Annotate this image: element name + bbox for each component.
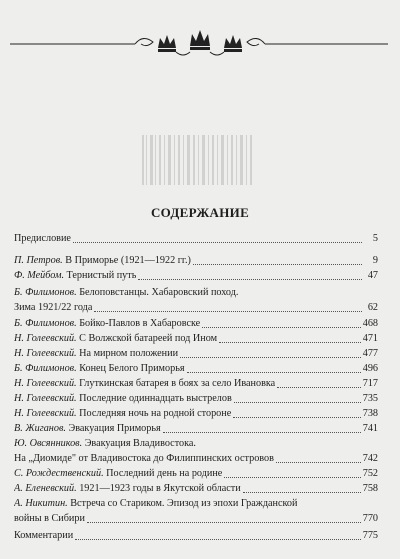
toc-title: Последняя ночь на родной стороне xyxy=(76,408,232,419)
toc-author: Б. Филимонов. xyxy=(14,363,77,374)
leader-dots xyxy=(75,538,361,540)
leader-dots xyxy=(234,401,361,403)
toc-author: А. Еленевский. xyxy=(14,483,77,494)
toc-page-number: 742 xyxy=(362,453,378,464)
toc-entry xyxy=(14,318,378,330)
toc-title: Последний день на родине xyxy=(103,468,223,479)
toc-title: Тернистый путь xyxy=(64,270,137,281)
toc-author: С. Рождественский. xyxy=(14,468,104,479)
leader-dots xyxy=(73,241,362,243)
toc-title: войны в Сибири xyxy=(14,513,85,524)
leader-dots xyxy=(276,461,361,463)
toc-page-number: 741 xyxy=(362,423,378,434)
toc-entry xyxy=(14,423,378,435)
toc-title: Эвакуация Приморья xyxy=(65,423,161,434)
toc-page-number: 468 xyxy=(362,318,378,329)
leader-dots xyxy=(94,310,362,312)
leader-dots xyxy=(219,341,361,343)
toc-author: Н. Голеевский. xyxy=(14,378,77,389)
crown-icon xyxy=(190,30,210,50)
toc-entry xyxy=(14,530,378,542)
toc-title: Предисловие xyxy=(14,233,71,244)
toc-title: Зима 1921/22 года xyxy=(14,302,93,313)
toc-page-number: 47 xyxy=(367,270,378,281)
toc-entry xyxy=(14,333,378,345)
toc-title: Встреча со Стариком. Эпизод из эпохи Гражданской xyxy=(67,498,298,509)
toc-title: Комментарии xyxy=(14,530,74,541)
leader-dots xyxy=(243,491,361,493)
toc-entry xyxy=(14,513,378,525)
leader-dots xyxy=(202,326,361,328)
toc-entry xyxy=(14,302,378,314)
toc-author: Б. Филимонов. xyxy=(14,318,77,329)
toc-page-number: 770 xyxy=(362,513,378,524)
toc-author: Н. Голеевский. xyxy=(14,348,77,359)
toc-author: Н. Голеевский. xyxy=(14,408,77,419)
toc-page-number: 471 xyxy=(362,333,378,344)
toc-entry xyxy=(14,453,378,465)
toc-page-number: 9 xyxy=(372,255,378,266)
toc-entry xyxy=(14,483,378,495)
toc-title: На „Диомиде" от Владивостока до Филиппинских островов xyxy=(14,453,274,464)
crown-icon xyxy=(224,35,242,52)
toc-title: Белоповстанцы. Хабаровский поход. xyxy=(76,287,239,298)
toc-title: Бойко-Павлов в Хабаровске xyxy=(76,318,201,329)
toc-entry xyxy=(14,393,378,405)
leader-dots xyxy=(224,476,360,478)
toc-title: С Волжской батареей под Ином xyxy=(76,333,218,344)
toc-page-number: 717 xyxy=(362,378,378,389)
toc-page-number: 738 xyxy=(362,408,378,419)
toc-title: Последние одиннадцать выстрелов xyxy=(76,393,232,404)
toc-author: Ю. Овсянников. xyxy=(14,438,83,449)
toc-title: Эвакуация Владивостока. xyxy=(82,438,196,449)
page-title: СОДЕРЖАНИЕ xyxy=(150,205,250,220)
toc-author: Ф. Мейбом. xyxy=(14,270,64,281)
toc-author: Н. Голеевский. xyxy=(14,333,77,344)
toc-entry xyxy=(14,270,378,282)
leader-dots xyxy=(187,371,361,373)
toc-page-number: 5 xyxy=(372,233,378,244)
toc-page-number: 758 xyxy=(362,483,378,494)
toc-entry xyxy=(14,233,378,245)
toc-author: В. Жиганов. xyxy=(14,423,66,434)
leader-dots xyxy=(277,386,361,388)
crown-icon xyxy=(158,35,176,52)
toc-entry xyxy=(14,363,378,375)
toc-author: П. Петров. xyxy=(14,255,63,266)
toc-entry xyxy=(14,468,378,480)
toc-title: Глуткинская батарея в боях за село Ивановка xyxy=(76,378,276,389)
toc-entry xyxy=(14,408,378,420)
toc-page-number: 477 xyxy=(362,348,378,359)
leader-dots xyxy=(163,431,361,433)
toc-page-number: 62 xyxy=(367,302,378,313)
bleed-through-barcode xyxy=(140,125,260,195)
toc-entry xyxy=(14,255,378,267)
toc-title: На мирном положении xyxy=(76,348,179,359)
toc-entry xyxy=(14,348,378,360)
leader-dots xyxy=(233,416,360,418)
toc-page-number: 775 xyxy=(362,530,378,541)
toc-title: Конец Белого Приморья xyxy=(76,363,185,374)
toc-page-number: 496 xyxy=(362,363,378,374)
header-ornament xyxy=(0,24,400,60)
toc-author: Б. Филимонов. xyxy=(14,287,77,298)
toc-entry xyxy=(14,438,378,450)
toc-page-number: 752 xyxy=(362,468,378,479)
toc-entry xyxy=(14,498,378,510)
toc-title: В Приморье (1921—1922 гг.) xyxy=(62,255,191,266)
leader-dots xyxy=(138,278,362,280)
toc-title: 1921—1923 годы в Якутской области xyxy=(76,483,241,494)
toc-author: А. Никитин. xyxy=(14,498,68,509)
toc-author: Н. Голеевский. xyxy=(14,393,77,404)
toc-page-number: 735 xyxy=(362,393,378,404)
leader-dots xyxy=(193,263,362,265)
toc-entry xyxy=(14,378,378,390)
toc-entry xyxy=(14,287,378,299)
leader-dots xyxy=(180,356,361,358)
leader-dots xyxy=(87,521,361,523)
